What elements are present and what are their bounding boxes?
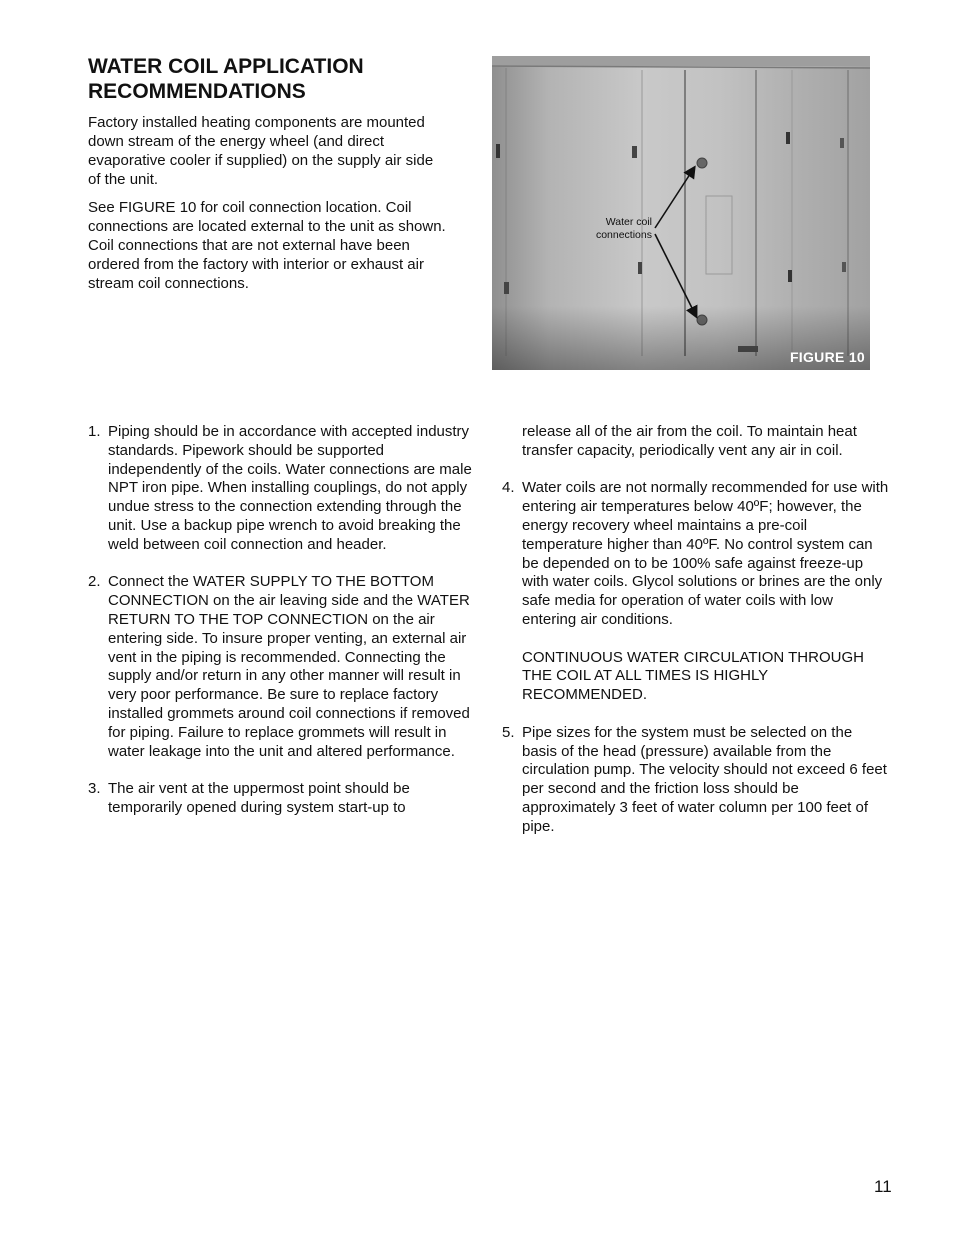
list-text: The air vent at the uppermost point should be temporarily opened during system start-up to [108,780,410,816]
intro-paragraph: See FIGURE 10 for coil connection location. Coil connections are located external to the unit as shown. Coil connections that are not external have been ordered from the factory with interior or exhaust air stream coil connections. [88,199,446,292]
list-number: 3. [88,780,101,798]
list-item [88,423,476,555]
intro-text [88,113,448,302]
list-number: 2. [88,573,101,591]
callout-line: connections [595,229,652,241]
intro-paragraph: Factory installed heating components are mounted down stream of the energy wheel (and direct evaporative cooler if supplied) on the supply air side of the unit. [88,114,434,188]
list-item [502,724,890,837]
list-note: CONTINUOUS WATER CIRCULATION THROUGH THE COIL AT ALL TIMES IS HIGHLY RECOMMENDED. [522,648,864,704]
list-text: Connect the WATER SUPPLY TO THE BOTTOM CONNECTION on the air leaving side and the WATER RETURN TO THE TOP CONNECTION on the air entering side. To insure proper venting, an external air vent in the piping is recommended. Connecting the supply and/or return in any other manner will result in very poor performance. Be sure to replace factory installed grommets around coil connections if removed for piping. Failure to replace grommets will result in water leakage into the unit and altered performance. [108,573,470,760]
unit-photo-illustration [492,56,870,370]
section-heading: WATER COIL APPLICATION RECOMMENDATIONS [88,55,364,103]
figure-10-photo [492,56,870,370]
figure-callout [532,216,652,242]
page-number: 11 [874,1177,892,1196]
list-item [88,780,476,818]
right-column [502,423,890,855]
list-text: Piping should be in accordance with accepted industry standards. Pipework should be supported independently of the coils. Water connections are male NPT iron pipe. When installing couplings, do not apply undue stress to the connection extending through the unit. Use a backup pipe wrench to avoid breaking the weld between coil connection and header. [108,423,472,553]
list-item [502,479,890,705]
figure-label: FIGURE 10 [789,349,865,365]
list-item-continued [502,423,890,461]
list-item [88,573,476,761]
list-text: Water coils are not normally recommended for use with entering air temperatures below 40ºF; however, the energy recovery wheel maintains a pre-coil temperature higher than 40ºF. No control system can be depended on to be 100% safe against freeze-up with water coils. Glycol solutions or brines are the only safe media for operation of water coils with low entering air conditions. [522,479,889,628]
list-number: 4. [502,479,515,497]
list-text: release all of the air from the coil. To maintain heat transfer capacity, periodically vent any air in coil. [522,423,857,459]
left-column [88,423,476,837]
callout-line: Water coil [605,216,652,228]
list-number: 5. [502,723,515,741]
list-text: Pipe sizes for the system must be selected on the basis of the head (pressure) available from the circulation pump. The velocity should not exceed 6 feet per second and the friction loss should be approximately 3 feet of water column per 100 feet of pipe. [522,723,887,835]
list-number: 1. [88,423,101,440]
